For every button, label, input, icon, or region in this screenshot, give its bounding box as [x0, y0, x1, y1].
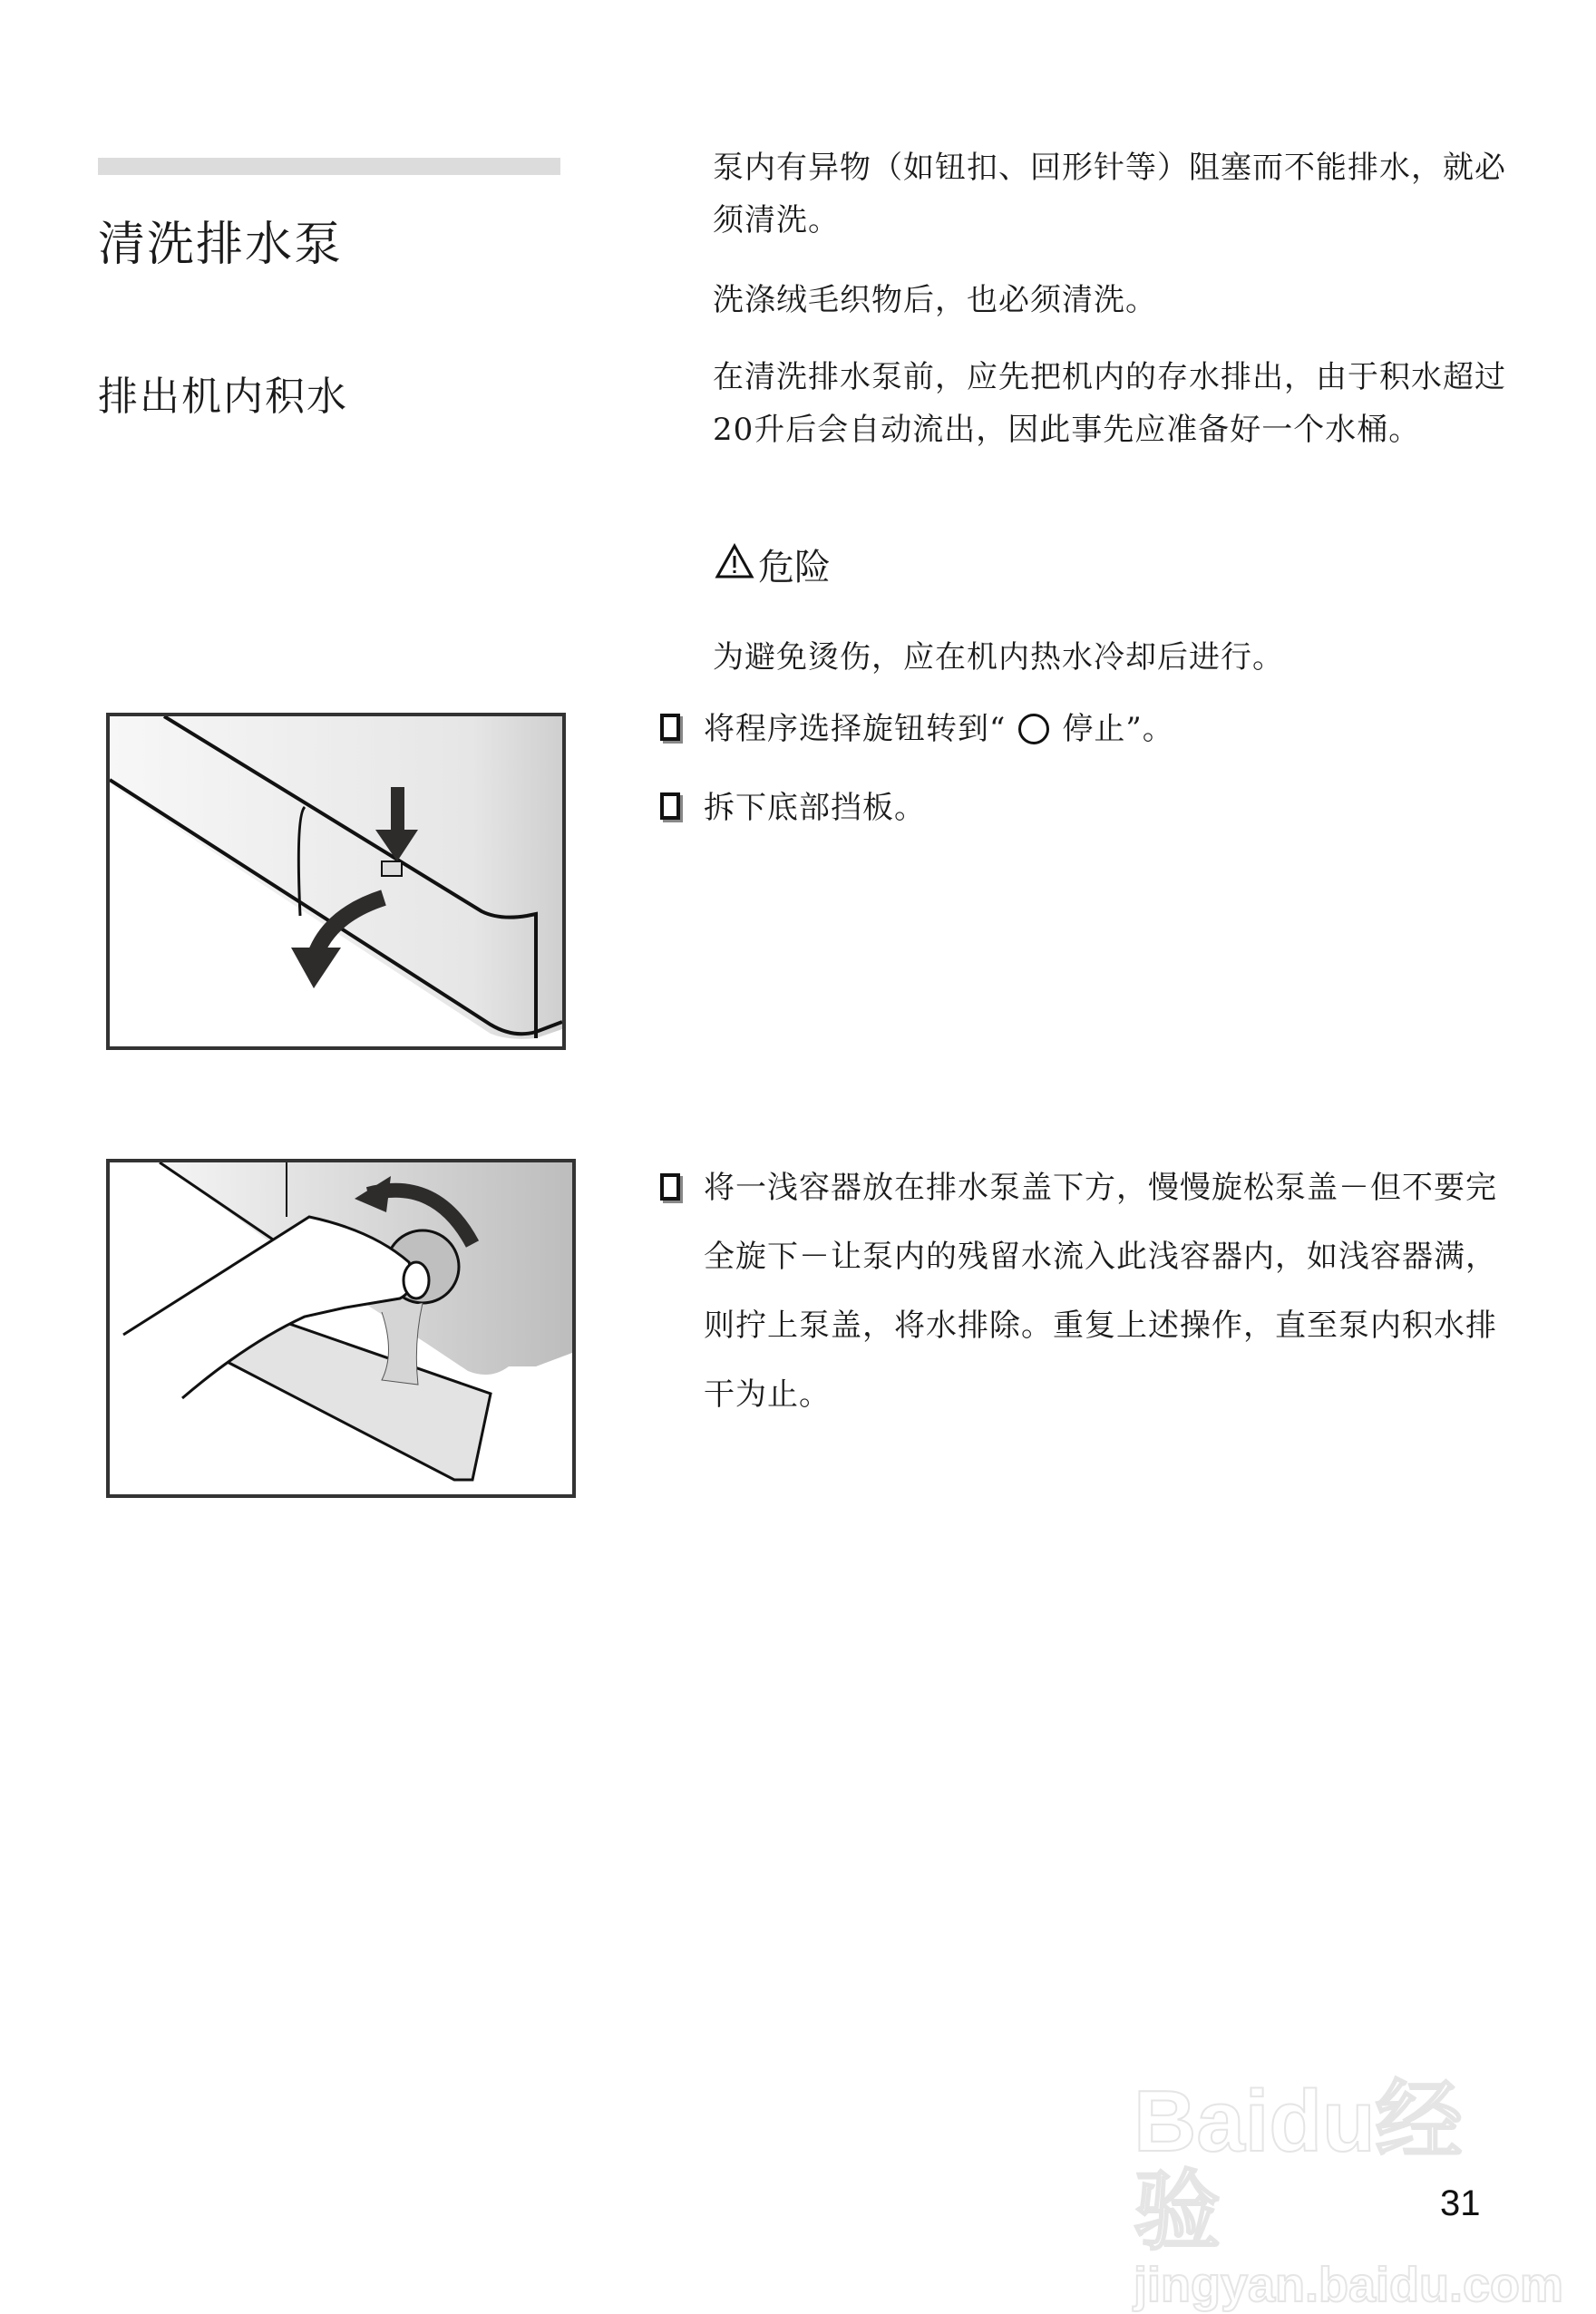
watermark-brand: Baidu经验	[1134, 2073, 1463, 2261]
checkbox-bullet-icon	[660, 1173, 680, 1201]
warning-triangle-icon	[715, 542, 754, 593]
intro-paragraph-3: 在清洗排水泵前，应先把机内的存水排出，由于积水超过20升后会自动流出，因此事先应准备好一个水桶。	[713, 359, 1506, 448]
watermark-url: jingyan.baidu.com	[1134, 2258, 1564, 2312]
step-1-text-before: 将程序选择旋钮转到“	[704, 711, 1007, 747]
step-1-text-after: 停止”。	[1062, 711, 1174, 747]
section-subtitle: 排出机内积水	[98, 374, 348, 420]
warning-label: 危险	[758, 547, 831, 588]
unscrew-pump-cover-illustration	[106, 1159, 576, 1498]
remove-bottom-panel-illustration	[106, 713, 566, 1050]
baidu-watermark	[1134, 2073, 1564, 2312]
warning-heading	[715, 542, 831, 593]
page-title: 清洗排水泵	[98, 218, 344, 272]
checkbox-bullet-icon	[660, 714, 680, 741]
step-1	[660, 703, 1174, 755]
step-2	[660, 782, 926, 834]
page-number: 31	[1440, 2183, 1481, 2223]
checkbox-bullet-icon	[660, 792, 680, 820]
circle-stop-icon	[1018, 714, 1049, 744]
step-3-text: 将一浅容器放在排水泵盖下方，慢慢旋松泵盖－但不要完全旋下－让泵内的残留水流入此浅容器内，如浅容器满，则拧上泵盖，将水排除。重复上述操作，直至泵内积水排干为止。	[704, 1170, 1497, 1413]
section-rule	[98, 158, 560, 175]
step-3	[660, 1153, 1531, 1429]
step-2-text: 拆下底部挡板。	[704, 790, 926, 826]
intro-paragraph-1: 泵内有异物（如钮扣、回形针等）阻塞而不能排水，就必须清洗。	[713, 150, 1506, 238]
warning-text: 为避免烫伤，应在机内热水冷却后进行。	[713, 639, 1284, 676]
intro-paragraph-2: 洗涤绒毛织物后，也必须清洗。	[713, 282, 1157, 318]
